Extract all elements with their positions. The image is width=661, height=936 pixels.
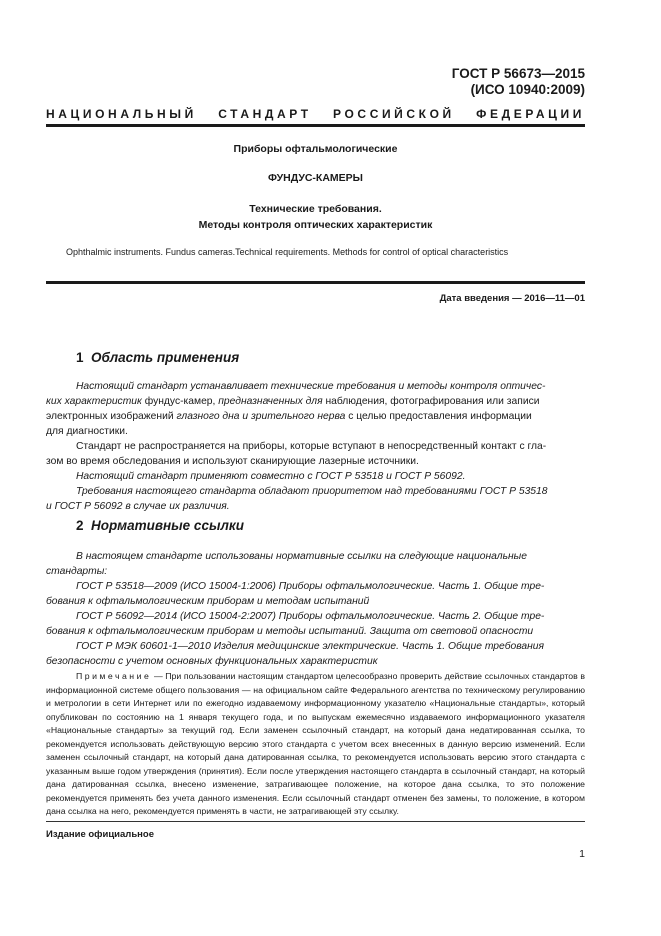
page-number: 1 bbox=[579, 848, 585, 860]
subtitle-line-2: Методы контроля оптических характеристик bbox=[198, 219, 433, 231]
banner-word-4: ФЕДЕРАЦИИ bbox=[476, 107, 585, 121]
document-id bbox=[452, 66, 585, 98]
gost-number: ГОСТ Р 56673—2015 bbox=[451, 66, 585, 81]
note-label: Примечание bbox=[76, 671, 152, 681]
s1-p4-line-2: и ГОСТ Р 56092 в случае их различия. bbox=[46, 501, 230, 512]
section-2-number: 2 bbox=[76, 518, 84, 533]
edition-label: Издание официальное bbox=[46, 829, 154, 840]
banner-word-3: РОССИЙСКОЙ bbox=[333, 107, 455, 121]
s1-p2-line-1: Стандарт не распространяется на приборы, которые вступают в непосредственный контакт с гла- bbox=[76, 441, 547, 452]
iso-number: (ИСО 10940:2009) bbox=[470, 82, 585, 97]
s2-intro-line-1: В настоящем стандарте использованы нормативные ссылки на следующие национальные bbox=[76, 551, 527, 562]
ref-1-line-2: бования к офтальмологическим приборам и методам испытаний bbox=[46, 596, 370, 607]
section-2-intro bbox=[46, 549, 585, 579]
footer-divider bbox=[46, 821, 585, 822]
s1-p1-line-3-b: глазного дна и зрительного нерва bbox=[176, 411, 346, 422]
section-1-number: 1 bbox=[76, 350, 84, 365]
note bbox=[46, 670, 585, 819]
section-1-paragraph-3: Настоящий стандарт применяют совместно с ГОСТ Р 53518 и ГОСТ Р 56092. bbox=[76, 471, 466, 482]
note-text: — При пользовании настоящим стандартом целесообразно проверить действие ссылочных стандартов в информационной системе общего пользования — на официальном сайте Федерального агентства по техническому регулированию и метрологии в сети Интернет или по ежегодно издаваемому информационному указателю «Национальные стандарты», который опубликован по состоянию на 1 января текущего года, и по выпускам ежемесячно издаваемого информационного указателя «Национальные стандарты» за текущий год. Если заменен ссылочный стандарт, на который дана недатированная ссылка, то рекомендуется использовать действующую версию этого стандарта с учетом всех внесенных в данную версию изменений. Если заменен ссылочный стандарт, на который дана датированная ссылка, то рекомендуется использовать версию этого стандарта с указанным выше годом утверждения (принятия). Если после утверждения настоящего стандарта в ссылочный стандарт, на который дана датированная ссылка, внесено изменение, затрагивающее положение, на которое дана ссылка, то это положение рекомендуется применять без учета данного изменения. Если ссылочный стандарт отменен без замены, то положение, в котором дана ссылка на него, рекомендуется применять в части, не затрагивающей эту ссылку. bbox=[46, 671, 585, 816]
s1-p1-line-2-d: наблюдения, фотографирования или записи bbox=[322, 396, 540, 407]
s1-p1-line-2-a: ких характеристик bbox=[46, 396, 142, 407]
section-1-title: Область применения bbox=[91, 350, 240, 365]
section-1-heading bbox=[76, 350, 239, 365]
s1-p1-line-2-b: фундус-камер, bbox=[141, 396, 219, 407]
s1-p1-line-3 bbox=[46, 409, 585, 424]
s1-p2-line-2: зом во время обследования и используют сканирующие лазерные источники. bbox=[46, 456, 419, 467]
s1-p1-line-2 bbox=[46, 394, 585, 409]
reference-2 bbox=[46, 609, 585, 639]
ref-2-line-2: бования к офтальмологическим приборам и методы испытаний. Защита от световой опасности bbox=[46, 626, 534, 637]
s2-intro-line-2: стандарты: bbox=[46, 566, 108, 577]
subtitle bbox=[46, 201, 585, 233]
reference-1 bbox=[46, 579, 585, 609]
s1-p4-line-1: Требования настоящего стандарта обладают приоритетом над требованиями ГОСТ Р 53518 bbox=[76, 486, 548, 497]
s1-p1-line-4: для диагностики. bbox=[46, 426, 128, 437]
reference-3 bbox=[46, 639, 585, 669]
s1-p1-line-3-c: с целью предоставления информации bbox=[345, 411, 532, 422]
section-1-paragraph-2 bbox=[46, 439, 585, 469]
category-title: Приборы офтальмологические bbox=[233, 143, 398, 155]
ref-2-line-1: ГОСТ Р 56092—2014 (ИСО 15004-2:2007) Приборы офтальмологические. Часть 2. Общие тре- bbox=[76, 611, 545, 622]
english-title: Ophthalmic instruments. Fundus cameras.Technical requirements. Methods for control of optical characteristics bbox=[66, 247, 509, 257]
section-2-heading bbox=[76, 518, 244, 533]
subtitle-line-1: Технические требования. bbox=[249, 203, 382, 215]
banner-word-1: НАЦИОНАЛЬНЫЙ bbox=[46, 107, 197, 121]
product-title: ФУНДУС-КАМЕРЫ bbox=[268, 172, 363, 184]
ref-1-line-1: ГОСТ Р 53518—2009 (ИСО 15004-1:2006) Приборы офтальмологические. Часть 1. Общие тре- bbox=[76, 581, 545, 592]
section-2-title: Нормативные ссылки bbox=[91, 518, 244, 533]
national-standard-banner bbox=[46, 107, 585, 121]
ref-3-line-2: безопасности с учетом основных функциональных характеристик bbox=[46, 656, 378, 667]
title-bottom-divider bbox=[46, 281, 585, 284]
introduction-date: Дата введения — 2016—11—01 bbox=[439, 293, 585, 304]
section-1-paragraph-4 bbox=[46, 484, 585, 514]
section-1-paragraph-1 bbox=[46, 379, 585, 439]
s1-p1-line-2-c: предназначенных для bbox=[218, 396, 323, 407]
top-divider bbox=[46, 124, 585, 127]
s1-p1-line-1: Настоящий стандарт устанавливает технические требования и методы контроля оптичес- bbox=[76, 381, 546, 392]
s1-p1-line-3-a: электронных изображений bbox=[46, 411, 177, 422]
banner-word-2: СТАНДАРТ bbox=[218, 107, 312, 121]
ref-3-line-1: ГОСТ Р МЭК 60601-1—2010 Изделия медицинские электрические. Часть 1. Общие требования bbox=[76, 641, 545, 652]
